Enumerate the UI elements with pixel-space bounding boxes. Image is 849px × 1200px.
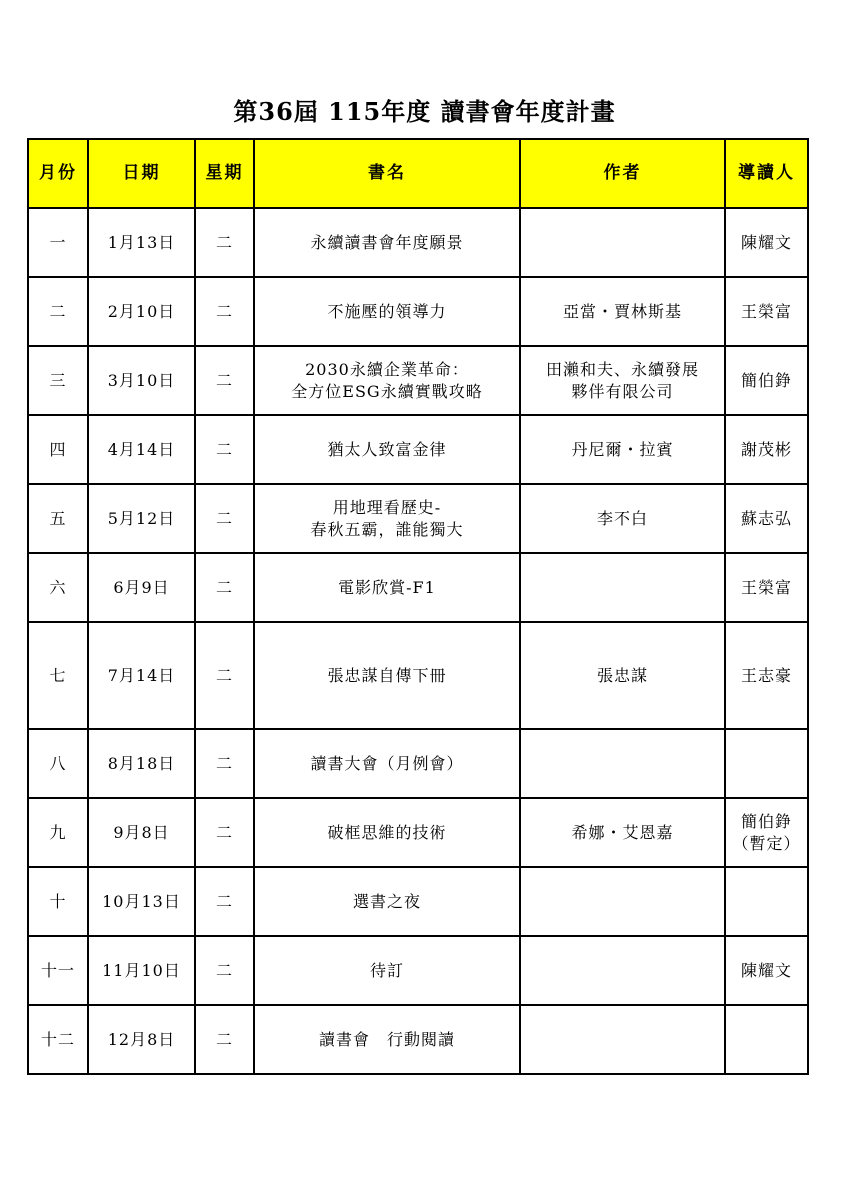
cell-date: 3月10日 [88,346,195,415]
cell-author [520,346,725,415]
header-date: 日期 [88,139,195,208]
cell-book-line: 待訂 [369,960,404,980]
cell-author [520,798,725,867]
cell-author-line: 丹尼爾・拉賓 [571,439,674,459]
cell-book-line: 用地理看歷史- [332,497,442,517]
header-weekday: 星期 [195,139,254,208]
cell-date: 8月18日 [88,729,195,798]
table-row [28,1005,808,1074]
cell-month: 十 [28,867,88,936]
cell-book-line: 猶太人致富金律 [327,439,447,459]
cell-date: 12月8日 [88,1005,195,1074]
cell-reader [725,867,808,936]
cell-date: 11月10日 [88,936,195,1005]
reading-plan-table [27,138,809,1075]
cell-book-line: 不施壓的領導力 [327,301,447,321]
cell-month: 三 [28,346,88,415]
cell-author [520,936,725,1005]
cell-author [520,729,725,798]
table-row [28,484,808,553]
cell-date: 6月9日 [88,553,195,622]
cell-book [254,729,520,798]
table-row [28,415,808,484]
header-month: 月份 [28,139,88,208]
cell-book [254,346,520,415]
cell-reader-line: 王榮富 [740,577,792,597]
cell-reader-line: 王榮富 [740,301,792,321]
header-reader: 導讀人 [725,139,808,208]
cell-book [254,936,520,1005]
table-row [28,208,808,277]
cell-author [520,553,725,622]
cell-weekday: 二 [195,867,254,936]
cell-month: 一 [28,208,88,277]
cell-weekday: 二 [195,1005,254,1074]
cell-author-line: 田瀨和夫、永續發展 [545,359,699,379]
cell-month: 十一 [28,936,88,1005]
cell-reader [725,1005,808,1074]
cell-author [520,484,725,553]
cell-month: 八 [28,729,88,798]
table-row [28,867,808,936]
cell-weekday: 二 [195,798,254,867]
cell-date: 9月8日 [88,798,195,867]
cell-reader [725,729,808,798]
cell-book [254,1005,520,1074]
cell-month: 四 [28,415,88,484]
cell-book [254,798,520,867]
table-row [28,553,808,622]
cell-author-line: 李不白 [596,508,648,528]
table-row [28,622,808,729]
cell-date: 1月13日 [88,208,195,277]
cell-date: 7月14日 [88,622,195,729]
cell-reader [725,798,808,867]
cell-reader [725,936,808,1005]
cell-reader [725,484,808,553]
cell-reader [725,208,808,277]
cell-weekday: 二 [195,346,254,415]
cell-weekday: 二 [195,277,254,346]
cell-weekday: 二 [195,936,254,1005]
cell-reader-line: 陳耀文 [740,960,792,980]
cell-reader-line: （暫定） [732,833,801,853]
cell-reader-line: 簡伯錚 [740,811,792,831]
cell-month: 九 [28,798,88,867]
cell-reader-line: 王志豪 [740,665,792,685]
cell-book-line: 春秋五霸，誰能獨大 [310,519,464,539]
table-body [28,208,808,1074]
cell-date: 2月10日 [88,277,195,346]
cell-weekday: 二 [195,484,254,553]
cell-author-line: 張忠謀 [596,665,648,685]
cell-book [254,415,520,484]
cell-book-line: 張忠謀自傳下冊 [327,665,447,685]
cell-author-line: 亞當・賈林斯基 [562,301,682,321]
cell-book-line: 選書之夜 [352,891,421,911]
page-title: 第36屆 115年度 讀書會年度計畫 [233,97,616,126]
cell-reader [725,622,808,729]
cell-reader [725,346,808,415]
cell-weekday: 二 [195,553,254,622]
cell-book-line: 讀書會 行動閱讀 [318,1029,455,1049]
table-row [28,277,808,346]
cell-author-line: 夥伴有限公司 [571,381,674,401]
cell-book-line: 全方位ESG永續實戰攻略 [291,381,483,401]
cell-book-line: 電影欣賞-F1 [338,577,436,597]
cell-month: 十二 [28,1005,88,1074]
table-header-row [28,139,808,208]
cell-book-line: 讀書大會（月例會） [310,753,464,773]
cell-reader [725,553,808,622]
table-row [28,729,808,798]
cell-author [520,1005,725,1074]
cell-reader [725,415,808,484]
cell-month: 七 [28,622,88,729]
cell-date: 4月14日 [88,415,195,484]
cell-book [254,622,520,729]
cell-reader-line: 陳耀文 [740,232,792,252]
cell-book [254,484,520,553]
cell-author [520,867,725,936]
table-row [28,936,808,1005]
cell-book-line: 2030永續企業革命： [305,359,469,379]
cell-reader-line: 簡伯錚 [740,370,792,390]
cell-book [254,867,520,936]
cell-author [520,415,725,484]
cell-reader-line: 謝茂彬 [740,439,792,459]
cell-author [520,277,725,346]
table-row [28,798,808,867]
cell-book-line: 永續讀書會年度願景 [310,232,464,252]
cell-weekday: 二 [195,622,254,729]
cell-month: 五 [28,484,88,553]
cell-weekday: 二 [195,415,254,484]
cell-book [254,277,520,346]
cell-book-line: 破框思維的技術 [327,822,447,842]
cell-weekday: 二 [195,729,254,798]
table-row [28,346,808,415]
cell-book [254,208,520,277]
cell-date: 5月12日 [88,484,195,553]
cell-month: 二 [28,277,88,346]
cell-author-line: 希娜・艾恩嘉 [571,822,674,842]
cell-date: 10月13日 [88,867,195,936]
cell-month: 六 [28,553,88,622]
cell-author [520,208,725,277]
cell-reader-line: 蘇志弘 [740,508,792,528]
cell-author [520,622,725,729]
cell-book [254,553,520,622]
cell-reader [725,277,808,346]
header-book: 書名 [254,139,520,208]
header-author: 作者 [520,139,725,208]
cell-weekday: 二 [195,208,254,277]
